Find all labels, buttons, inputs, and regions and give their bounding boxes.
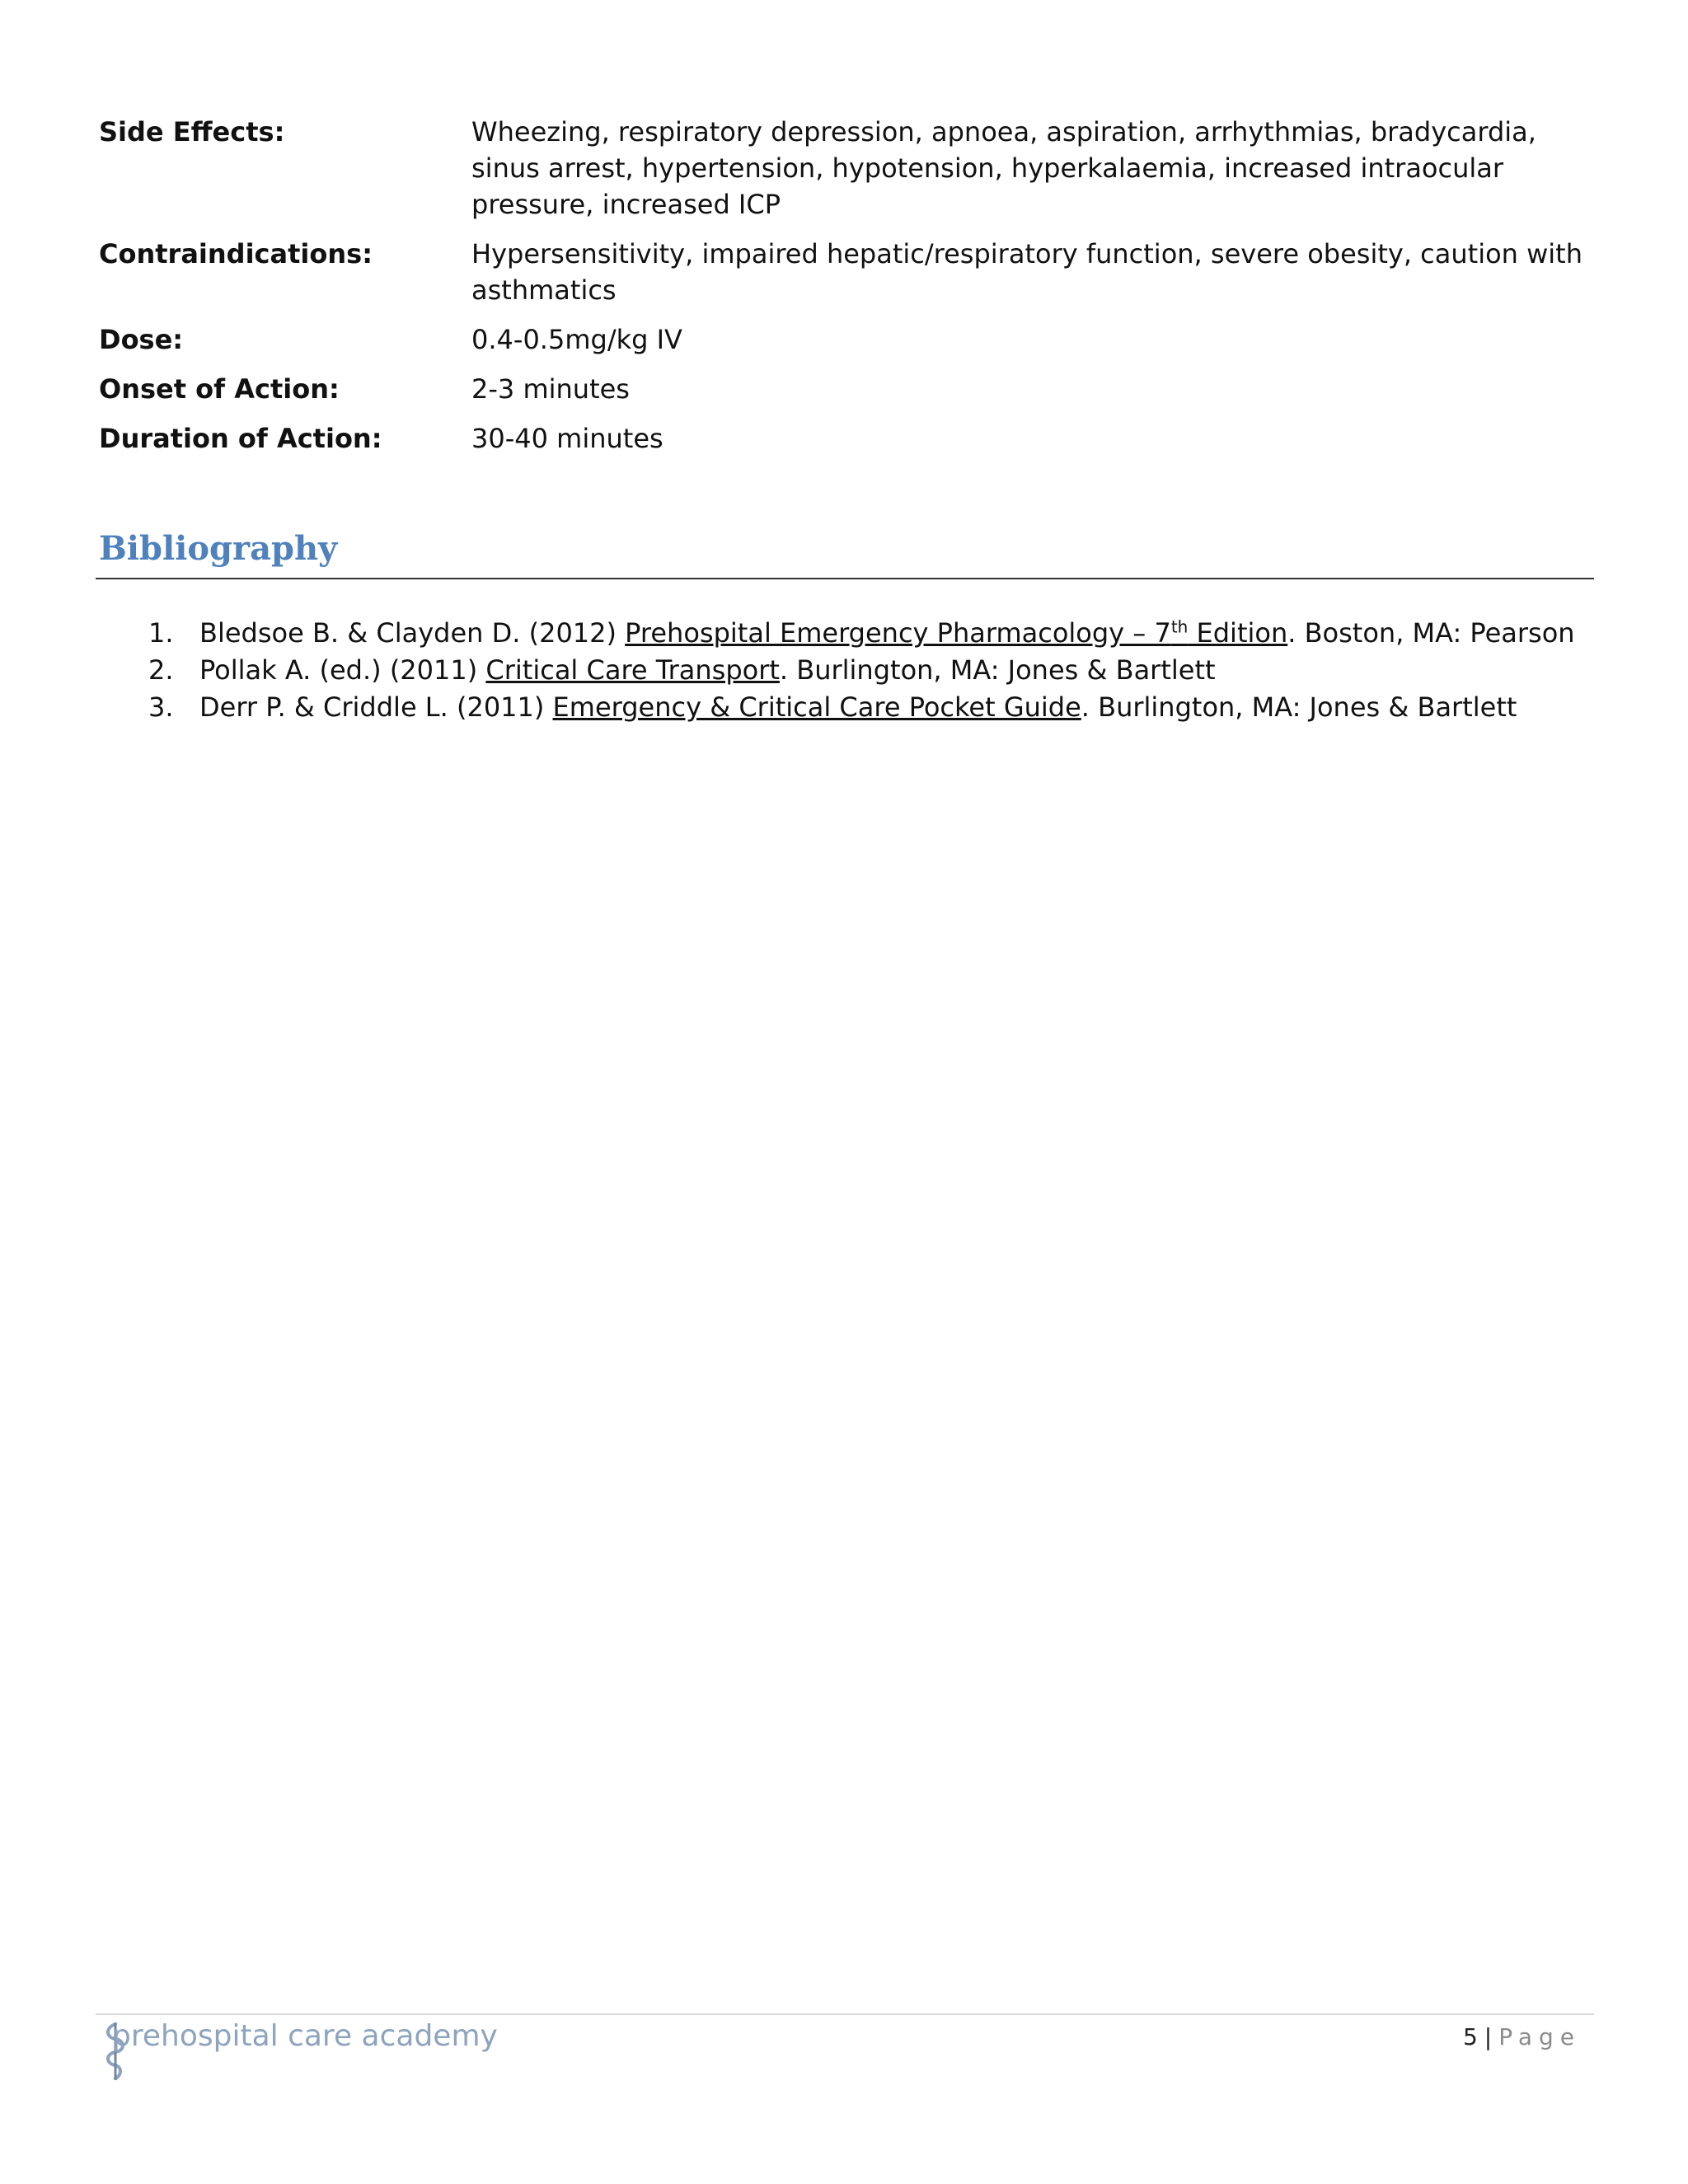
bibliography-item: [99, 615, 1599, 652]
item-authors: Derr P. & Criddle L. (2011): [199, 691, 553, 723]
bibliography-heading: Bibliography: [99, 529, 338, 568]
drug-info-row-contraindications: [99, 236, 1599, 308]
row-label: Side Effects:: [99, 116, 285, 148]
bibliography-item: [99, 652, 1599, 689]
footer-divider: [96, 2013, 1594, 2015]
item-number: 1.: [148, 617, 174, 649]
item-number-cell: [99, 652, 199, 689]
drug-info-row-side-effects: [99, 114, 1599, 223]
item-text: [199, 615, 1599, 652]
item-title-main: Prehospital Emergency Pharmacology – 7: [625, 617, 1171, 649]
row-label: Dose:: [99, 324, 184, 355]
row-label: Duration of Action:: [99, 423, 382, 454]
item-title-end: Edition: [1188, 617, 1288, 649]
item-title-superscript: th: [1170, 616, 1189, 637]
page-number-separator: |: [1484, 2023, 1493, 2050]
heading-divider: [96, 578, 1594, 579]
item-publisher: . Burlington, MA: Jones & Bartlett: [1081, 691, 1517, 723]
item-publisher: . Boston, MA: Pearson: [1287, 617, 1575, 649]
row-value: 30-40 minutes: [471, 423, 663, 454]
row-label: Onset of Action:: [99, 373, 340, 405]
page-number: [1463, 2021, 1581, 2054]
row-value: 2-3 minutes: [471, 373, 630, 405]
bibliography-item: [99, 689, 1599, 726]
item-title: [625, 617, 1287, 649]
item-authors: Pollak A. (ed.) (2011): [199, 654, 486, 686]
item-title: Critical Care Transport: [485, 654, 780, 686]
drug-info-row-dose: [99, 321, 1599, 358]
item-text: [199, 689, 1599, 726]
item-number-cell: [99, 615, 199, 652]
page-word: Page: [1498, 2023, 1581, 2050]
item-title: Emergency & Critical Care Pocket Guide: [552, 691, 1081, 723]
row-label: Contraindications:: [99, 238, 373, 269]
item-number: 2.: [148, 654, 174, 686]
footer-logo-text: prehospital care academy: [112, 2019, 498, 2053]
drug-info-table: [99, 114, 1599, 470]
item-publisher: . Burlington, MA: Jones & Bartlett: [779, 654, 1216, 686]
drug-info-row-duration: [99, 420, 1599, 457]
drug-info-row-onset: [99, 371, 1599, 407]
row-value: Wheezing, respiratory depression, apnoea, aspiration, arrhythmias, bradycardia, sinus arrest, hypertension, hypotension, hyperkalaemia, increased intraocular pressure, increased ICP: [471, 116, 1536, 220]
bibliography-list: [99, 615, 1599, 726]
item-number-cell: [99, 689, 199, 726]
row-value: Hypersensitivity, impaired hepatic/respiratory function, severe obesity, caution with asthmatics: [471, 238, 1582, 306]
item-number: 3.: [148, 691, 174, 723]
item-text: [199, 652, 1599, 689]
row-value: 0.4-0.5mg/kg IV: [471, 324, 682, 355]
page-number-value: 5: [1462, 2023, 1478, 2050]
item-authors: Bledsoe B. & Clayden D. (2012): [199, 617, 626, 649]
